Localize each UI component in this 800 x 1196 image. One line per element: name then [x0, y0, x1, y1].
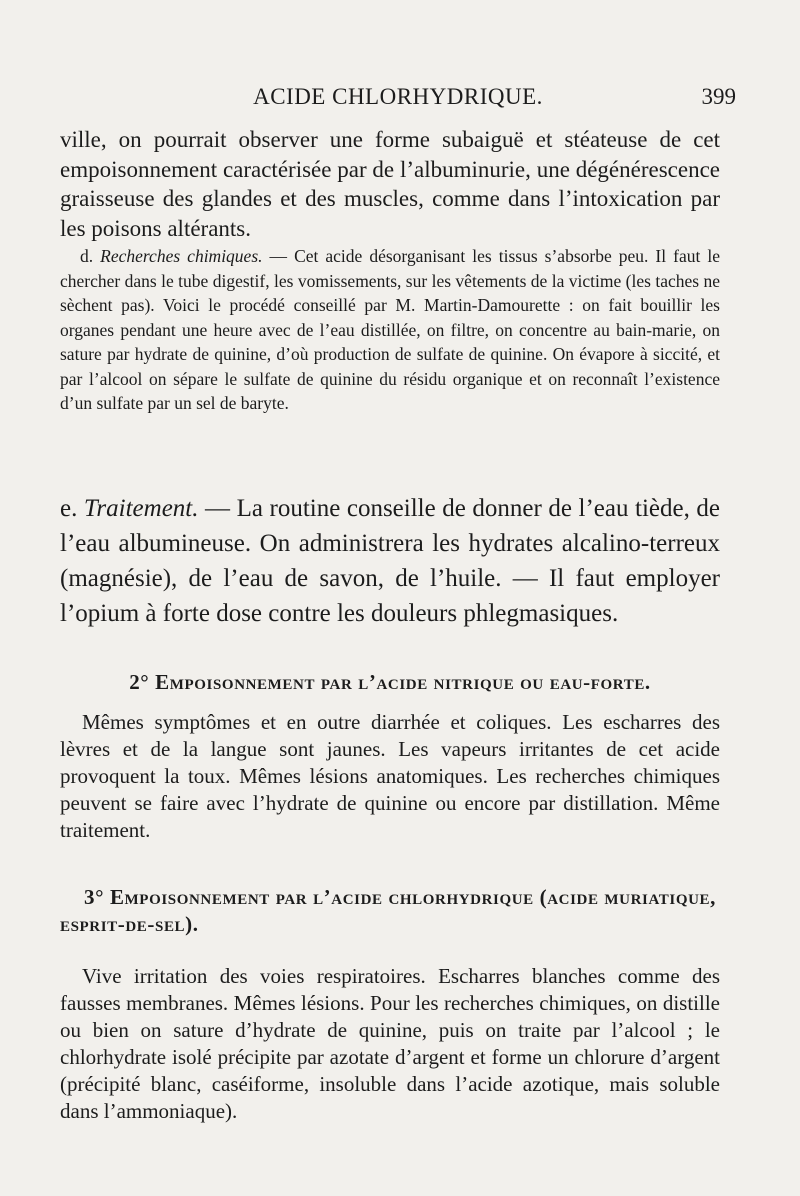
- paragraph-acide-chlorhydrique: Vive irritation des voies respiratoires. Escharres blanches comme des fausses membranes. Mêmes lésions. Pour les recherches chimiques, on distille ou bien on sature d’hydrate de quinine, puis on traite par l’alcool ; le chlorhydrate isolé précipite par azotate d’argent et forme un chlorure d’argent (précipité blanc, caséiforme, insoluble dans l’acide azotique, mais soluble dans l’ammoniaque).: [60, 964, 720, 1123]
- section-body-recherches: — Cet acide désorganisant les tissus s’absorbe peu. Il faut le chercher dans le tube digestif, les vomissements, sur les vêtements de la victime (les taches ne sèchent pas). Voici le procédé conseillé par M. Martin-Damourette : on fait bouillir les organes pendant une heure avec de l’eau distillée, on filtre, on concentre au bain-marie, on sature par hydrate de quinine, d’où production de sulfate de quinine. On évapore à siccité, et par l’alcool on sépare le sulfate de quinine du résidu organique et on reconnaît l’existence d’un sulfate par un sel de baryte.: [60, 246, 720, 413]
- paragraph-recherches-chimiques: [60, 244, 720, 416]
- heading-acide-nitrique: 2° Empoisonnement par l’acide nitrique ou eau-forte.: [129, 670, 651, 694]
- section-label-e: e.: [60, 495, 78, 522]
- section-body-traitement: — La routine conseille de donner de l’eau tiède, de l’eau albumineuse. On administrera les hydrates alcalino-terreux (magnésie), de l’eau de savon, de l’huile. — Il faut employer l’opium à forte dose contre les douleurs phlegmasiques.: [60, 495, 720, 627]
- page-number: 399: [701, 84, 736, 109]
- paragraph-continuation: ville, on pourrait observer une forme subaiguë et stéateuse de cet empoisonnement caractérisée par de l’albuminurie, une dégénérescence graisseuse des glandes et des muscles, comme dans l’intoxication par les poisons altérants.: [60, 127, 720, 241]
- section-title-recherches: Recherches chimiques.: [100, 246, 263, 266]
- running-title: ACIDE CHLORHYDRIQUE.: [253, 84, 543, 109]
- heading-acide-chlorhydrique: 3° Empoisonnement par l’acide chlorhydrique (acide muriatique, esprit-de-sel).: [60, 885, 716, 936]
- section-title-traitement: Traitement.: [83, 495, 199, 522]
- paragraph-traitement: [60, 491, 720, 631]
- paragraph-acide-nitrique: Mêmes symptômes et en outre diarrhée et coliques. Les escharres des lèvres et de la langue sont jaunes. Les vapeurs irritantes de cet acide provoquent la toux. Mêmes lésions anatomiques. Les recherches chimiques peuvent se faire avec l’hydrate de quinine ou encore par distillation. Même traitement.: [60, 710, 720, 842]
- section-label-d: d.: [80, 246, 94, 266]
- running-head: [60, 84, 736, 114]
